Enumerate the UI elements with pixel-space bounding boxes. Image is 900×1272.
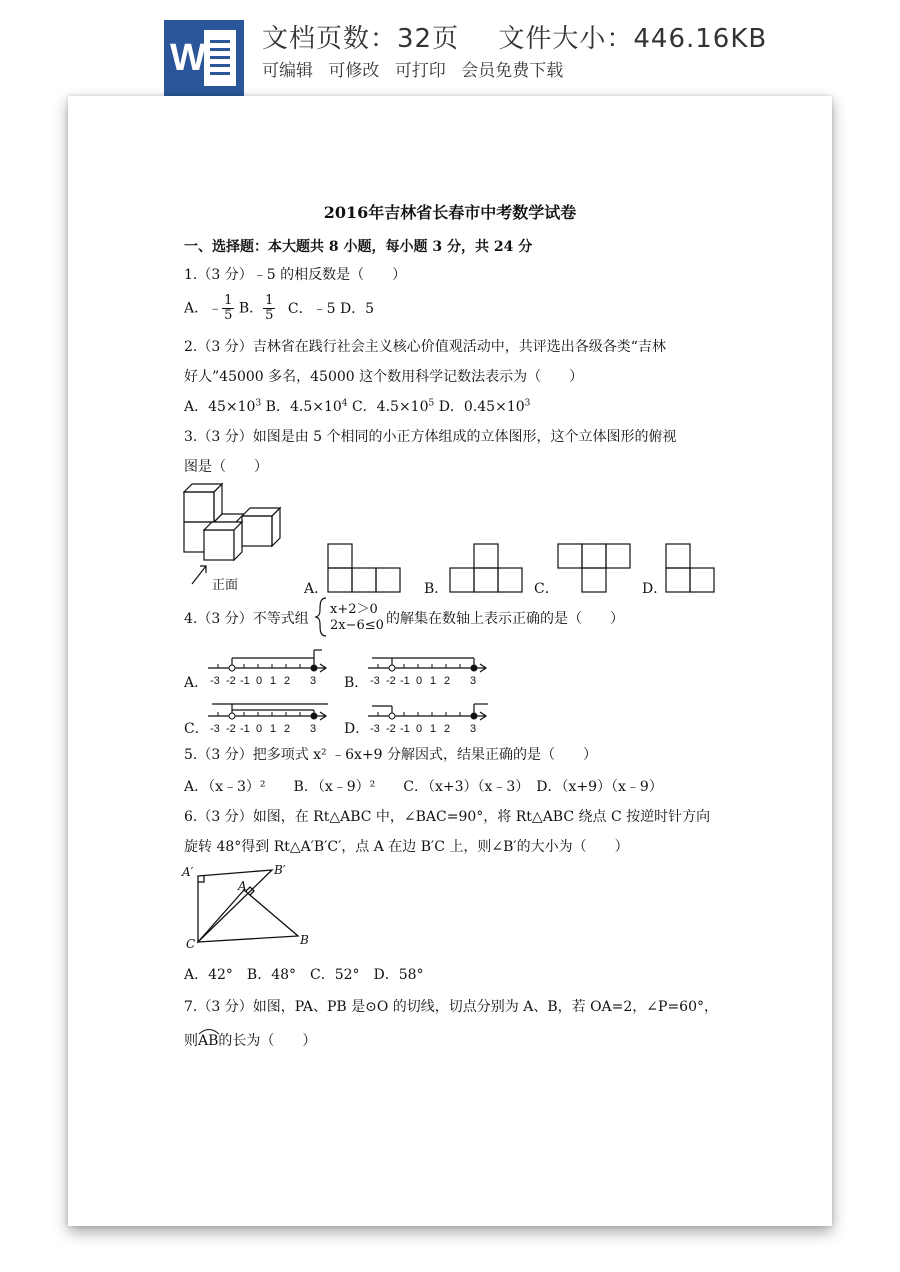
svg-text:-1: -1 — [240, 723, 250, 735]
feature-printable: 可打印 — [394, 61, 446, 81]
svg-text:1: 1 — [270, 723, 277, 735]
number-line-option-a — [204, 644, 334, 690]
front-view-label: 正面 — [212, 578, 239, 593]
label-b: B — [300, 933, 309, 947]
question-2-line-1: 2.（3 分）吉林省在践行社会主义核心价值观活动中，共评选出各级各类“吉林 — [184, 339, 666, 355]
label-c: C — [186, 937, 196, 951]
top-view-option-a — [326, 542, 402, 594]
svg-text:1: 1 — [270, 675, 277, 687]
feature-member-free-download: 会员免费下载 — [461, 61, 564, 81]
svg-text:2: 2 — [284, 723, 291, 735]
question-7-line-1: 7.（3 分）如图，PA、PB 是⊙O 的切线，切点分别为 A、B，若 OA=2，∠P=60°， — [184, 999, 718, 1015]
document-page — [68, 96, 832, 1226]
feature-modifiable: 可修改 — [328, 61, 380, 81]
label-a: A — [238, 879, 247, 893]
question-4-option-c-label: C． — [184, 721, 209, 737]
question-4-option-a-label: A． — [184, 675, 209, 691]
inequality-2: 2x−6≤0 — [330, 618, 384, 633]
label-a-prime: A′ — [182, 865, 194, 879]
svg-text:0: 0 — [256, 723, 263, 735]
question-7-line-2: 则 AB的长为（ ） — [184, 1030, 316, 1050]
svg-text:-3: -3 — [370, 723, 380, 735]
question-2-line-2: 好人”45000 多名，45000 这个数用科学记数法表示为（ ） — [184, 369, 584, 385]
question-3-line-2: 图是（ ） — [184, 459, 268, 475]
svg-text:-1: -1 — [400, 723, 410, 735]
svg-text:2: 2 — [444, 675, 451, 687]
svg-text:1: 1 — [430, 723, 437, 735]
download-header — [0, 0, 900, 96]
label-b-prime: B′ — [274, 863, 286, 877]
word-document-icon: W — [164, 20, 244, 96]
svg-text:0: 0 — [416, 675, 423, 687]
question-1-stem: 1.（3 分）﹣5 的相反数是（ ） — [184, 267, 407, 283]
number-line-option-b — [364, 644, 494, 690]
svg-text:-3: -3 — [370, 675, 380, 687]
number-line-option-c — [204, 694, 334, 736]
svg-text:0: 0 — [256, 675, 263, 687]
question-1-options: A．﹣ $\frac{1}{5}$ B． $\frac{1}{5}$ C．﹣5 D．5 — [184, 293, 375, 323]
svg-text:2: 2 — [284, 675, 291, 687]
svg-text:-1: -1 — [240, 675, 250, 687]
question-4-option-b-label: B． — [344, 675, 369, 691]
svg-text:-2: -2 — [386, 723, 396, 735]
question-3-option-c-label: C． — [534, 581, 559, 597]
question-2-options: A．$45\times 10^3$ B．$4.5\times 10^4$ C．$4.5\times 10^5$ D．$0.45\times 10^3$ — [184, 398, 531, 415]
system-brace — [314, 596, 328, 638]
top-view-option-d — [664, 542, 716, 594]
top-view-option-c — [556, 542, 632, 594]
svg-text:3: 3 — [470, 723, 477, 735]
question-3-option-b-label: B． — [424, 581, 449, 597]
svg-text:1: 1 — [430, 675, 437, 687]
svg-text:-3: -3 — [210, 723, 220, 735]
question-4-prefix: 4.（3 分）不等式组 — [184, 611, 309, 627]
question-5-options: A．（x﹣3）² B．（x﹣9）² C．（x+3）（x﹣3） D．（x+9）（x﹣9） — [184, 779, 663, 795]
page-count: 文档页数：32页 — [262, 24, 460, 54]
svg-text:-2: -2 — [226, 723, 236, 735]
svg-text:0: 0 — [416, 723, 423, 735]
question-3-option-a-label: A． — [304, 581, 329, 597]
section-heading: 一、选择题：本大题共 8 小题，每小题 3 分，共 24 分 — [184, 239, 533, 255]
svg-text:3: 3 — [470, 675, 477, 687]
cube-stack-figure — [176, 480, 296, 594]
number-line-option-d — [364, 694, 494, 736]
inequality-1: x+2＞0 — [330, 602, 378, 617]
svg-text:-2: -2 — [226, 675, 236, 687]
question-6-options: A．42° B．48° C．52° D．58° — [184, 967, 424, 983]
document-title: 2016年吉林省长春市中考数学试卷 — [323, 203, 577, 222]
question-3-line-1: 3.（3 分）如图是由 5 个相同的小正方体组成的立体图形，这个立体图形的俯视 — [184, 429, 677, 445]
svg-text:3: 3 — [310, 675, 317, 687]
rotated-triangle-figure — [178, 862, 318, 952]
file-size: 文件大小：446.16KB — [498, 24, 768, 54]
svg-text:-2: -2 — [386, 675, 396, 687]
question-6-line-1: 6.（3 分）如图，在 Rt△ABC 中，∠BAC=90°，将 Rt△ABC 绕点 C 按逆时针方向 — [184, 809, 711, 825]
top-view-option-b — [448, 542, 524, 594]
svg-text:-3: -3 — [210, 675, 220, 687]
svg-text:3: 3 — [310, 723, 317, 735]
question-6-line-2: 旋转 48°得到 Rt△A′B′C′，点 A 在边 B′C 上，则∠B′的大小为（ ） — [184, 839, 629, 855]
question-3-option-d-label: D． — [642, 581, 668, 597]
feature-editable: 可编辑 — [262, 61, 313, 81]
arc-mark-icon — [198, 1027, 220, 1035]
question-5-stem: 5.（3 分）把多项式 x² ﹣6x+9 分解因式，结果正确的是（ ） — [184, 747, 598, 763]
arc-ab: AB — [198, 1033, 218, 1049]
question-4-option-d-label: D． — [344, 721, 370, 737]
svg-text:-1: -1 — [400, 675, 410, 687]
svg-text:2: 2 — [444, 723, 451, 735]
question-4-suffix: 的解集在数轴上表示正确的是（ ） — [386, 611, 624, 627]
